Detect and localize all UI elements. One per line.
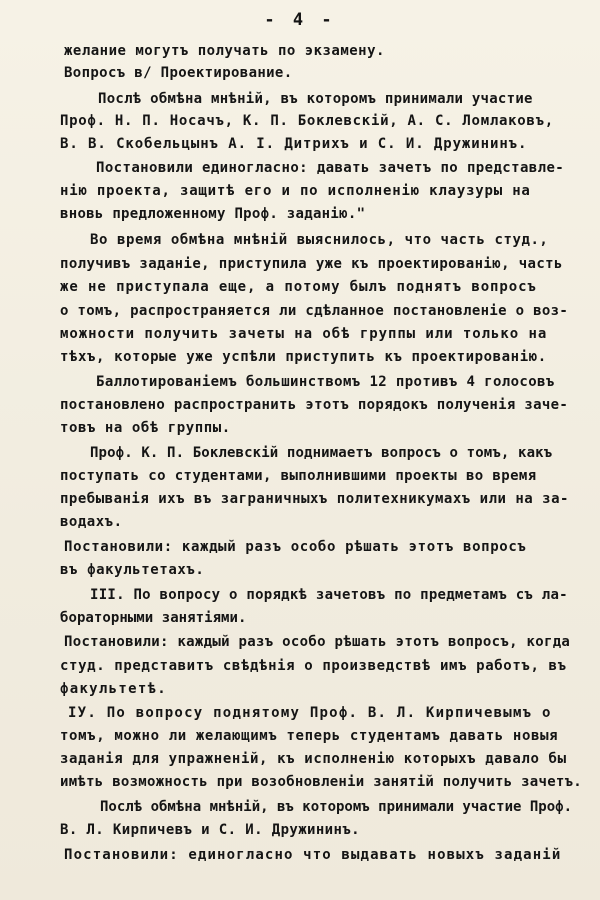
text-line: водахъ. bbox=[60, 514, 123, 530]
text-line: Вопросъ в/ Проектирование. bbox=[64, 65, 293, 81]
text-line: тѣхъ, которые уже успѣли приступить къ проектированiю. bbox=[60, 349, 547, 365]
text-line: Послѣ обмѣна мнѣнiй, въ которомъ принимали участие Проф. bbox=[100, 799, 573, 815]
text-line: бораторными занятiями. bbox=[60, 610, 247, 626]
text-line: въ факультетахъ. bbox=[60, 562, 205, 578]
text-line: Баллотированiемъ большинствомъ 12 противъ 4 голосовъ bbox=[96, 374, 555, 390]
text-line: заданiя для упражненiй, къ исполненiю которыхъ давало бы bbox=[60, 751, 567, 767]
text-line: получивъ заданiе, приступила уже къ проектированiю, часть bbox=[60, 256, 563, 272]
text-line: В. Л. Кирпичевъ и С. И. Дружининъ. bbox=[60, 822, 360, 838]
text-line: же не приступала еще, а потому былъ поднятъ вопросъ bbox=[60, 279, 537, 295]
text-line: вновь предложенному Проф. заданiю." bbox=[60, 206, 366, 222]
text-line: Постановили: единогласно что выдавать новыхъ заданiй bbox=[64, 847, 562, 863]
text-line: имѣть возможность при возобновленiи занятiй получить зачетъ. bbox=[60, 774, 582, 790]
text-line: студ. представитъ свѣдѣнiя о произведствѣ имъ работъ, въ bbox=[60, 658, 567, 674]
text-line: Проф. К. П. Боклевскiй поднимаетъ вопросъ о томъ, какъ bbox=[90, 445, 553, 461]
page-number: - 4 - bbox=[264, 10, 336, 30]
text-line: нiю проекта, защитѣ его и по исполненiю клаузуры на bbox=[60, 183, 531, 199]
text-line: о томъ, распространяется ли сдѣланное постановленiе о воз- bbox=[60, 303, 569, 319]
text-line: Послѣ обмѣна мнѣнiй, въ которомъ принимали участие bbox=[98, 91, 533, 107]
text-line: товъ на обѣ группы. bbox=[60, 420, 231, 436]
text-line: IУ. По вопросу поднятому Проф. В. Л. Кирпичевымъ о bbox=[68, 705, 552, 721]
text-line: можности получить зачеты на обѣ группы или только на bbox=[60, 326, 548, 342]
text-line: постановлено распространить этотъ порядокъ полученiя заче- bbox=[60, 397, 569, 413]
text-line: пребыванiя ихъ въ заграничныхъ политехникумахъ или на за- bbox=[60, 491, 569, 507]
text-line: поступать со студентами, выполнившими проекты во время bbox=[60, 468, 537, 484]
text-line: желание могутъ получать по экзамену. bbox=[64, 43, 385, 59]
text-line: Во время обмѣна мнѣнiй выяснилось, что часть студ., bbox=[90, 232, 549, 248]
text-line: томъ, можно ли желающимъ теперь студентамъ давать новыя bbox=[60, 728, 559, 744]
text-line: Проф. Н. П. Носачъ, К. П. Боклевскiй, А. С. Ломлаковъ, bbox=[60, 113, 554, 129]
text-line: факультетѣ. bbox=[60, 681, 168, 697]
text-line: Постановили единогласно: давать зачетъ по представле- bbox=[96, 160, 565, 176]
text-line: В. В. Скобельцынъ А. I. Дитрихъ и С. И. Дружининъ. bbox=[60, 136, 528, 152]
text-line: Постановили: каждый разъ особо рѣшать этотъ вопросъ bbox=[64, 539, 527, 555]
text-line: III. По вопросу о порядкѣ зачетовъ по предметамъ съ ла- bbox=[90, 587, 568, 603]
text-line: Постановили: каждый разъ особо рѣшать этотъ вопросъ, когда bbox=[64, 634, 571, 650]
